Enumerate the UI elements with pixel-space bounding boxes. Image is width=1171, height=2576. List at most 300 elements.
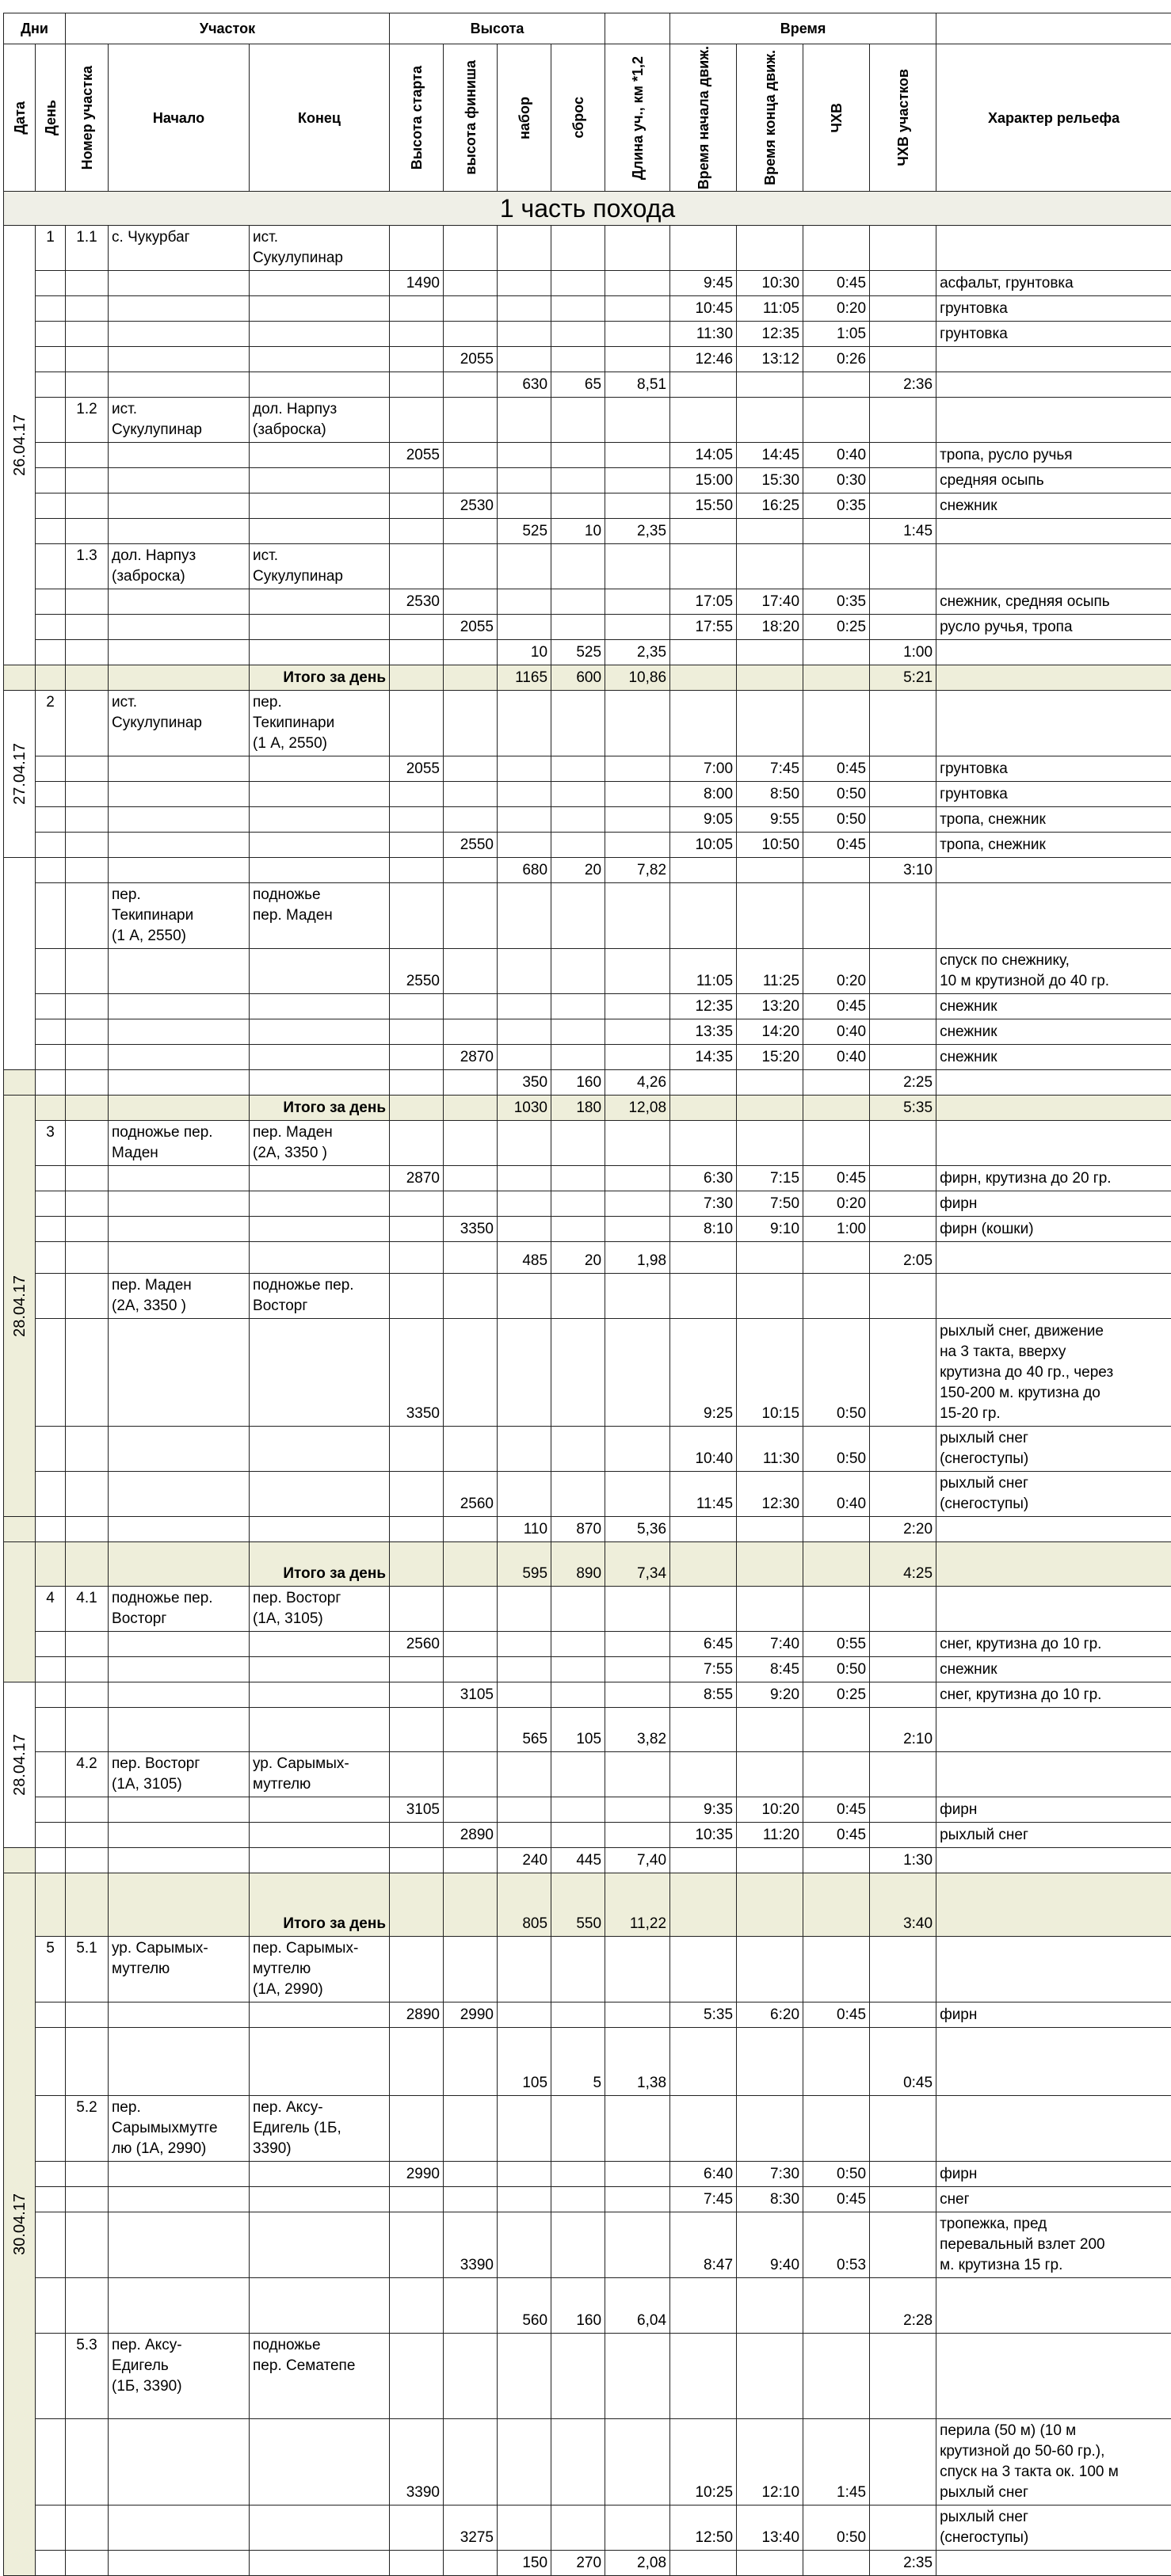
- time-start-cell: [670, 2551, 737, 2576]
- time-start-cell: 9:05: [670, 807, 737, 833]
- chv-segments-cell: [870, 468, 936, 493]
- segment-no-cell: [66, 1657, 109, 1682]
- day-cell: [36, 1096, 66, 1121]
- start-point-cell: дол. Нарпуз (заброска): [109, 544, 250, 589]
- date-col-header: Дата: [4, 44, 36, 192]
- day-cell: [36, 296, 66, 322]
- length-cell: [605, 949, 670, 994]
- end-point-cell: [250, 1427, 390, 1472]
- time-start-cell: [670, 1752, 737, 1797]
- start-height-cell: 3350: [390, 1319, 444, 1427]
- chv-segments-cell: 0:45: [870, 2028, 936, 2096]
- start-point-cell: [109, 2187, 250, 2212]
- loss-cell: [551, 468, 605, 493]
- date-label: 27.04.17: [10, 743, 30, 805]
- time-end-cell: [737, 1517, 803, 1542]
- time-start-cell: [670, 1708, 737, 1752]
- start-point-cell: [109, 858, 250, 883]
- segment-no-cell: [66, 1096, 109, 1121]
- day-cell: [36, 1797, 66, 1823]
- gain-cell: [498, 1019, 551, 1045]
- start-height-cell: [390, 1517, 444, 1542]
- chv-segments-cell: [870, 347, 936, 372]
- end-point-cell: [250, 1797, 390, 1823]
- gain-cell: [498, 1121, 551, 1166]
- table-row: [4, 1121, 1171, 1166]
- terrain-cell: [936, 1752, 1171, 1797]
- chv-cell: 0:45: [803, 833, 870, 858]
- finish-height-cell: 2870: [444, 1045, 498, 1070]
- time-end-cell: [737, 2096, 803, 2162]
- time-start-cell: 17:05: [670, 589, 737, 615]
- time-start-cell: 8:47: [670, 2212, 737, 2278]
- start-col-header: Начало: [109, 44, 250, 192]
- time-end-cell: [737, 519, 803, 544]
- terrain-cell: рыхлый снег: [936, 1823, 1171, 1848]
- start-height-cell: [390, 1472, 444, 1517]
- length-cell: [605, 615, 670, 640]
- gain-cell: 110: [498, 1517, 551, 1542]
- terrain-cell: [936, 2278, 1171, 2334]
- chv-cell: [803, 640, 870, 665]
- finish-height-cell: [444, 858, 498, 883]
- chv-segments-cell: [870, 1121, 936, 1166]
- table-row: [4, 226, 1171, 271]
- length-cell: [605, 468, 670, 493]
- length-cell: [605, 2162, 670, 2187]
- finish-height-cell: [444, 782, 498, 807]
- loss-cell: [551, 1682, 605, 1708]
- segment-no-cell: [66, 2162, 109, 2187]
- loss-cell: [551, 782, 605, 807]
- length-cell: [605, 1632, 670, 1657]
- day-cell: [36, 2278, 66, 2334]
- loss-cell: [551, 1191, 605, 1217]
- time-end-cell: 17:40: [737, 589, 803, 615]
- terrain-cell: снежник: [936, 1657, 1171, 1682]
- start-height-cell: [390, 1657, 444, 1682]
- terrain-cell: [936, 2551, 1171, 2576]
- start-point-cell: [109, 271, 250, 296]
- finish-height-cell: 3275: [444, 2506, 498, 2551]
- end-point-cell: [250, 1708, 390, 1752]
- terrain-cell: асфальт, грунтовка: [936, 271, 1171, 296]
- loss-cell: [551, 589, 605, 615]
- table-row: [4, 1682, 1171, 1708]
- start-height-cell: [390, 2278, 444, 2334]
- time-start-cell: [670, 226, 737, 271]
- total-date-cell: [4, 1848, 36, 1873]
- end-point-cell: [250, 1657, 390, 1682]
- finish-height-cell: 2550: [444, 833, 498, 858]
- finish-height-cell: [444, 1937, 498, 2002]
- length-cell: 5,36: [605, 1517, 670, 1542]
- table-row: [4, 1823, 1171, 1848]
- length-cell: [605, 994, 670, 1019]
- end-point-cell: [250, 372, 390, 398]
- gain-cell: [498, 756, 551, 782]
- time-start-cell: [670, 1070, 737, 1096]
- time-start-cell: 7:45: [670, 2187, 737, 2212]
- chv-cell: 0:45: [803, 1823, 870, 1848]
- chv-segments-cell: [870, 1632, 936, 1657]
- time-start-cell: 7:30: [670, 1191, 737, 1217]
- terrain-cell: [936, 858, 1171, 883]
- end-point-cell: [250, 833, 390, 858]
- chv-cell: [803, 665, 870, 691]
- terrain-cell: [936, 691, 1171, 756]
- chv-cell: [803, 1242, 870, 1274]
- time-start-cell: 7:55: [670, 1657, 737, 1682]
- chv-segments-cell: [870, 271, 936, 296]
- length-cell: [605, 1823, 670, 1848]
- segment-no-cell: [66, 2212, 109, 2278]
- length-cell: [605, 1797, 670, 1823]
- table-row: [4, 2278, 1171, 2334]
- chv-segments-cell: [870, 691, 936, 756]
- time-start-cell: 9:25: [670, 1319, 737, 1427]
- terrain-cell: снег: [936, 2187, 1171, 2212]
- chv-segments-cell: [870, 1587, 936, 1632]
- chv-segments-cell: [870, 1274, 936, 1319]
- length-cell: [605, 782, 670, 807]
- time-start-cell: [670, 1848, 737, 1873]
- start-height-cell: [390, 296, 444, 322]
- finish-height-cell: [444, 1542, 498, 1587]
- terrain-cell: тропежка, пред перевальный взлет 200 м. крутизна 15 гр.: [936, 2212, 1171, 2278]
- length-cell: [605, 443, 670, 468]
- loss-cell: [551, 296, 605, 322]
- table-row: [4, 1217, 1171, 1242]
- finish-height-cell: [444, 519, 498, 544]
- chv-segments-cell: 4:25: [870, 1542, 936, 1587]
- segment-no-cell: [66, 1242, 109, 1274]
- time-start-cell: [670, 1096, 737, 1121]
- chv-segments-cell: [870, 883, 936, 949]
- time-start-cell: 5:35: [670, 2002, 737, 2028]
- day-cell: [36, 883, 66, 949]
- chv-cell: 0:55: [803, 1632, 870, 1657]
- start-height-cell: [390, 807, 444, 833]
- loss-cell: 890: [551, 1542, 605, 1587]
- time-end-cell: 11:05: [737, 296, 803, 322]
- segment-no-cell: [66, 782, 109, 807]
- end-point-cell: пер. Аксу- Едигель (1Б, 3390): [250, 2096, 390, 2162]
- route-table: [3, 13, 1171, 2576]
- end-point-cell: [250, 1045, 390, 1070]
- finish-height-cell: [444, 322, 498, 347]
- start-height-cell: [390, 833, 444, 858]
- time-end-cell: [737, 2028, 803, 2096]
- time-start-cell: [670, 640, 737, 665]
- loss-cell: [551, 1752, 605, 1797]
- gain-cell: [498, 1752, 551, 1797]
- chv-cell: [803, 226, 870, 271]
- length-cell: 7,34: [605, 1542, 670, 1587]
- day-cell: [36, 1319, 66, 1427]
- end-point-cell: [250, 271, 390, 296]
- time-start-cell: 10:25: [670, 2419, 737, 2506]
- day-cell: [36, 2002, 66, 2028]
- chv-cell: [803, 858, 870, 883]
- time-end-cell: 9:10: [737, 1217, 803, 1242]
- finish-height-cell: [444, 665, 498, 691]
- start-point-cell: [109, 589, 250, 615]
- chv-cell: [803, 544, 870, 589]
- table-row: [4, 398, 1171, 443]
- day-cell: [36, 2096, 66, 2162]
- start-height-cell: [390, 1121, 444, 1166]
- date-cell: [4, 691, 36, 858]
- end-point-cell: пер. Восторг (1А, 3105): [250, 1587, 390, 1632]
- time-start-cell: 15:50: [670, 493, 737, 519]
- segment-no-cell: [66, 640, 109, 665]
- terrain-cell: русло ручья, тропа: [936, 615, 1171, 640]
- end-point-cell: [250, 2187, 390, 2212]
- day-cell: [36, 2162, 66, 2187]
- end-point-cell: ур. Сарымых- мутгелю: [250, 1752, 390, 1797]
- start-height-cell: [390, 640, 444, 665]
- chv-cell: 0:40: [803, 443, 870, 468]
- finish-height-cell: [444, 1873, 498, 1937]
- part-title: 1 часть похода: [4, 192, 1171, 226]
- chv-cell: [803, 2551, 870, 2576]
- end-point-cell: [250, 1166, 390, 1191]
- time-start-cell: [670, 2028, 737, 2096]
- time-start-cell: 9:35: [670, 1797, 737, 1823]
- start-height-cell: [390, 665, 444, 691]
- start-height-cell: 2990: [390, 2162, 444, 2187]
- finish-height-cell: [444, 691, 498, 756]
- terrain-cell: [936, 1542, 1171, 1587]
- time-end-cell: 13:12: [737, 347, 803, 372]
- loss-cell: [551, 691, 605, 756]
- finish-height-cell: 3390: [444, 2212, 498, 2278]
- terrain-cell: [936, 1848, 1171, 1873]
- day-cell: [36, 1019, 66, 1045]
- start-height-cell: [390, 2506, 444, 2551]
- end-point-cell: [250, 949, 390, 994]
- time-start-cell: [670, 1121, 737, 1166]
- day-cell: [36, 443, 66, 468]
- date-cell: [4, 1096, 36, 1517]
- time-start-cell: 6:45: [670, 1632, 737, 1657]
- end-point-cell: Итого за день: [250, 1542, 390, 1587]
- chv-segments-cell: [870, 807, 936, 833]
- chv-segments-cell: [870, 833, 936, 858]
- finish-height-cell: [444, 1096, 498, 1121]
- start-point-cell: [109, 1848, 250, 1873]
- end-point-cell: [250, 443, 390, 468]
- end-point-cell: подножье пер. Маден: [250, 883, 390, 949]
- end-point-cell: Итого за день: [250, 665, 390, 691]
- table-row: [4, 2506, 1171, 2551]
- length-cell: 6,04: [605, 2278, 670, 2334]
- date-label: 30.04.17: [10, 2193, 30, 2255]
- time-start-cell: [670, 372, 737, 398]
- terrain-cell: грунтовка: [936, 296, 1171, 322]
- table-row: [4, 1517, 1171, 1542]
- end-point-cell: [250, 1848, 390, 1873]
- day-cell: 5: [36, 1937, 66, 2002]
- time-start-cell: [670, 519, 737, 544]
- day-total-row: [4, 665, 1171, 691]
- finish-height-cell: [444, 1797, 498, 1823]
- start-height-cell: [390, 1937, 444, 2002]
- segment-no-cell: 1.3: [66, 544, 109, 589]
- loss-cell: 20: [551, 1242, 605, 1274]
- terrain-cell: [936, 1937, 1171, 2002]
- finish-height-cell: [444, 2096, 498, 2162]
- chv-segments-cell: [870, 782, 936, 807]
- chv-cell: [803, 1542, 870, 1587]
- end-point-cell: пер. Маден (2А, 3350 ): [250, 1121, 390, 1166]
- day-cell: [36, 1070, 66, 1096]
- loss-cell: [551, 2162, 605, 2187]
- day-cell: [36, 1427, 66, 1472]
- terrain-cell: [936, 544, 1171, 589]
- start-point-cell: [109, 1045, 250, 1070]
- loss-cell: 20: [551, 858, 605, 883]
- time-end-cell: 8:30: [737, 2187, 803, 2212]
- day-cell: [36, 2028, 66, 2096]
- start-height-cell: [390, 2551, 444, 2576]
- length-cell: 7,40: [605, 1848, 670, 1873]
- chv-cell: 0:45: [803, 2002, 870, 2028]
- gain-cell: 240: [498, 1848, 551, 1873]
- start-height-col-header: Высота старта: [390, 44, 444, 192]
- terrain-cell: фирн: [936, 1191, 1171, 1217]
- loss-cell: [551, 994, 605, 1019]
- start-height-cell: 2870: [390, 1166, 444, 1191]
- time-end-cell: 11:30: [737, 1427, 803, 1472]
- gain-cell: [498, 544, 551, 589]
- segment-no-cell: [66, 615, 109, 640]
- total-date-cell: [4, 665, 36, 691]
- start-height-cell: 2055: [390, 443, 444, 468]
- loss-cell: [551, 1166, 605, 1191]
- start-height-cell: [390, 1217, 444, 1242]
- gain-cell: [498, 589, 551, 615]
- end-point-cell: [250, 519, 390, 544]
- segment-no-cell: [66, 468, 109, 493]
- loss-cell: [551, 1823, 605, 1848]
- chv-cell: 0:53: [803, 2212, 870, 2278]
- time-start-cell: 17:55: [670, 615, 737, 640]
- chv-segments-cell: 2:36: [870, 372, 936, 398]
- finish-height-cell: [444, 1070, 498, 1096]
- day-cell: [36, 1752, 66, 1797]
- segment-no-cell: [66, 347, 109, 372]
- start-point-cell: [109, 2212, 250, 2278]
- loss-cell: [551, 443, 605, 468]
- chv-segments-cell: 1:00: [870, 640, 936, 665]
- start-point-cell: [109, 1472, 250, 1517]
- finish-height-cell: [444, 443, 498, 468]
- table-row: [4, 1937, 1171, 2002]
- terrain-cell: [936, 665, 1171, 691]
- end-point-cell: [250, 2162, 390, 2187]
- time-start-col-header: Время начала движ.: [670, 44, 737, 192]
- time-end-cell: 12:30: [737, 1472, 803, 1517]
- start-point-cell: [109, 1070, 250, 1096]
- loss-cell: 10: [551, 519, 605, 544]
- finish-height-cell: [444, 883, 498, 949]
- gain-cell: [498, 1217, 551, 1242]
- start-height-cell: [390, 1274, 444, 1319]
- time-start-cell: 10:35: [670, 1823, 737, 1848]
- finish-height-cell: 2530: [444, 493, 498, 519]
- terrain-cell: [936, 1121, 1171, 1166]
- length-cell: [605, 1937, 670, 2002]
- chv-cell: 0:45: [803, 2187, 870, 2212]
- date-cell: [4, 1682, 36, 1848]
- length-cell: [605, 1587, 670, 1632]
- date-label: 28.04.17: [10, 1734, 30, 1796]
- segment-no-cell: [66, 493, 109, 519]
- terrain-cell: снежник: [936, 994, 1171, 1019]
- loss-cell: 160: [551, 2278, 605, 2334]
- finish-height-cell: [444, 1191, 498, 1217]
- loss-cell: [551, 833, 605, 858]
- segment-no-cell: [66, 756, 109, 782]
- finish-height-cell: [444, 1752, 498, 1797]
- day-cell: [36, 994, 66, 1019]
- length-cell: [605, 296, 670, 322]
- terrain-cell: грунтовка: [936, 782, 1171, 807]
- end-point-cell: [250, 2551, 390, 2576]
- start-point-cell: [109, 2506, 250, 2551]
- start-height-cell: [390, 1019, 444, 1045]
- table-row: [4, 1797, 1171, 1823]
- segment-no-cell: [66, 883, 109, 949]
- gain-cell: 10: [498, 640, 551, 665]
- day-cell: [36, 1823, 66, 1848]
- end-col-header: Конец: [250, 44, 390, 192]
- time-start-cell: 11:30: [670, 322, 737, 347]
- chv-cell: 0:45: [803, 1797, 870, 1823]
- chv-cell: [803, 372, 870, 398]
- chv-segments-cell: [870, 443, 936, 468]
- time-end-cell: [737, 398, 803, 443]
- gain-cell: [498, 1427, 551, 1472]
- start-height-cell: [390, 615, 444, 640]
- terrain-cell: [936, 1708, 1171, 1752]
- day-cell: [36, 1166, 66, 1191]
- length-cell: [605, 2506, 670, 2551]
- segment-no-cell: [66, 519, 109, 544]
- end-point-cell: [250, 1242, 390, 1274]
- date-label: 26.04.17: [10, 414, 30, 476]
- length-cell: [605, 226, 670, 271]
- end-point-cell: [250, 2212, 390, 2278]
- terrain-cell: [936, 226, 1171, 271]
- time-start-cell: 6:40: [670, 2162, 737, 2187]
- time-end-cell: [737, 1937, 803, 2002]
- chv-cell: 0:40: [803, 1472, 870, 1517]
- time-end-cell: 11:20: [737, 1823, 803, 1848]
- start-height-cell: 3105: [390, 1797, 444, 1823]
- finish-height-cell: 2055: [444, 347, 498, 372]
- segment-no-cell: [66, 2506, 109, 2551]
- start-point-cell: [109, 2278, 250, 2334]
- chv-cell: [803, 2278, 870, 2334]
- chv-cell: 0:50: [803, 2506, 870, 2551]
- chv-cell: [803, 398, 870, 443]
- segment-no-cell: [66, 1019, 109, 1045]
- chv-segments-cell: [870, 493, 936, 519]
- gain-cell: [498, 994, 551, 1019]
